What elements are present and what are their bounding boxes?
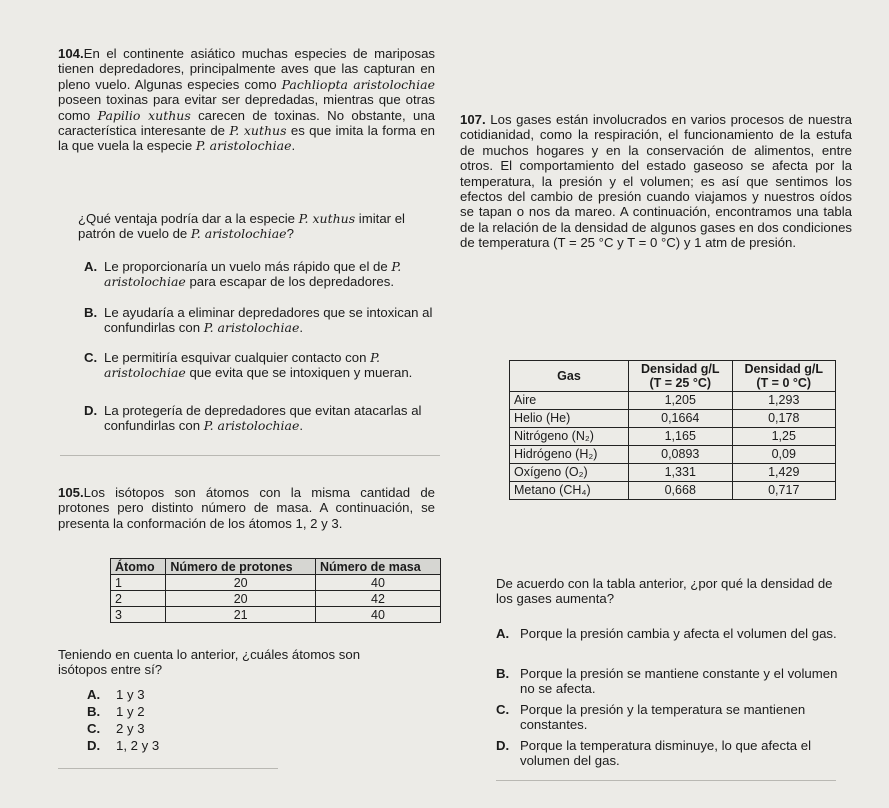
q104-option-d[interactable]: D. La protegería de depredadores que evitan atacarlas al confundirlas con P. aristolochiae. [84, 403, 422, 434]
q104-option-c[interactable]: C. Le permitiría esquivar cualquier contacto con P. aristolochiae que evita que se intoxiquen y mueran. [84, 350, 413, 381]
q105-option-d[interactable]: D. 1, 2 y 3 [87, 738, 160, 753]
gas-density-table [509, 360, 836, 500]
q107-option-b[interactable]: B. Porque la presión se mantiene constante y el volumen no se afecta. [496, 666, 838, 697]
isotope-table-header: Átomo [111, 559, 166, 575]
table-row: 1 20 40 [111, 575, 441, 591]
gas-table-header-gas: Gas [510, 361, 629, 392]
table-row: Metano (CH₄) 0,668 0,717 [510, 482, 836, 500]
divider [60, 455, 440, 456]
q105-stem: 105.Los isótopos son átomos con la misma cantidad de protones pero distinto número de masa. A continuación, se presenta la conformación de los átomos 1, 2 y 3. [58, 485, 435, 531]
q105-option-a[interactable]: A. 1 y 3 [87, 687, 145, 702]
table-row: Helio (He) 0,1664 0,178 [510, 410, 836, 428]
q107-option-a[interactable]: A. Porque la presión cambia y afecta el volumen del gas. [496, 626, 837, 641]
q105-option-b[interactable]: B. 1 y 2 [87, 704, 145, 719]
table-row: Oxígeno (O₂) 1,331 1,429 [510, 464, 836, 482]
divider [58, 768, 278, 769]
q104-question: ¿Qué ventaja podría dar a la especie P. xuthus imitar el patrón de vuelo de P. aristolochiae? [78, 211, 405, 242]
gas-table-header-25: Densidad g/L (T = 25 °C) [629, 361, 733, 392]
q107-option-c[interactable]: C. Porque la presión y la temperatura se mantienen constantes. [496, 702, 806, 733]
isotope-table-header: Número de protones [166, 559, 316, 575]
gas-table-header-0: Densidad g/L (T = 0 °C) [732, 361, 836, 392]
q104-option-a[interactable]: A. Le proporcionaría un vuelo más rápido que el de P. aristolochiae para escapar de los depredadores. [84, 259, 402, 290]
q107-option-d[interactable]: D. Porque la temperatura disminuye, lo que afecta el volumen del gas. [496, 738, 812, 769]
q105-option-c[interactable]: C. 2 y 3 [87, 721, 145, 736]
table-row: 3 21 40 [111, 607, 441, 623]
q104-stem: 104.En el continente asiático muchas especies de mariposas tienen depredadores, principalmente aves que las capturan en pleno vuelo. Algunas especies como Pachliopta aristolochiae poseen toxinas para evitar ser depredadas, mientras que otras como Papilio xuthus carecen de toxinas. No obstante, una característica interesante de P. xuthus es que imita la forma en la que vuela la especie P. aristolochiae. [58, 46, 436, 154]
divider [496, 780, 836, 781]
table-row: Nitrógeno (N₂) 1,165 1,25 [510, 428, 836, 446]
q105-number: 105. [58, 485, 84, 500]
q105-question: Teniendo en cuenta lo anterior, ¿cuáles átomos son isótopos entre sí? [58, 647, 361, 678]
q107-stem: 107. Los gases están involucrados en varios procesos de nuestra cotidianidad, como la respiración, el funcionamiento de la estufa de muchos hogares y en la conservación de alimentos, entre otros. El comportamiento del estado gaseoso se afecta por la temperatura, la presión y el volumen; es así que sentimos los efectos del cambio de presión cuando viajamos y nuestros oídos se tapan o nos da mareo. A continuación, encontramos una tabla de la relación de la densidad de algunos gases en dos condiciones de temperatura (T = 25 °C y T = 0 °C) y 1 atm de presión. [460, 112, 852, 251]
isotope-table [110, 558, 441, 623]
table-row: Hidrógeno (H₂) 0,0893 0,09 [510, 446, 836, 464]
isotope-table-header: Número de masa [315, 559, 440, 575]
q104-option-b[interactable]: B. Le ayudaría a eliminar depredadores que se intoxican al confundirlas con P. aristolochiae. [84, 305, 433, 336]
q104-number: 104. [58, 46, 84, 61]
q107-number: 107. [460, 112, 486, 127]
q107-question: De acuerdo con la tabla anterior, ¿por qué la densidad de los gases aumenta? [496, 576, 833, 607]
table-row: 2 20 42 [111, 591, 441, 607]
table-row: Aire 1,205 1,293 [510, 392, 836, 410]
